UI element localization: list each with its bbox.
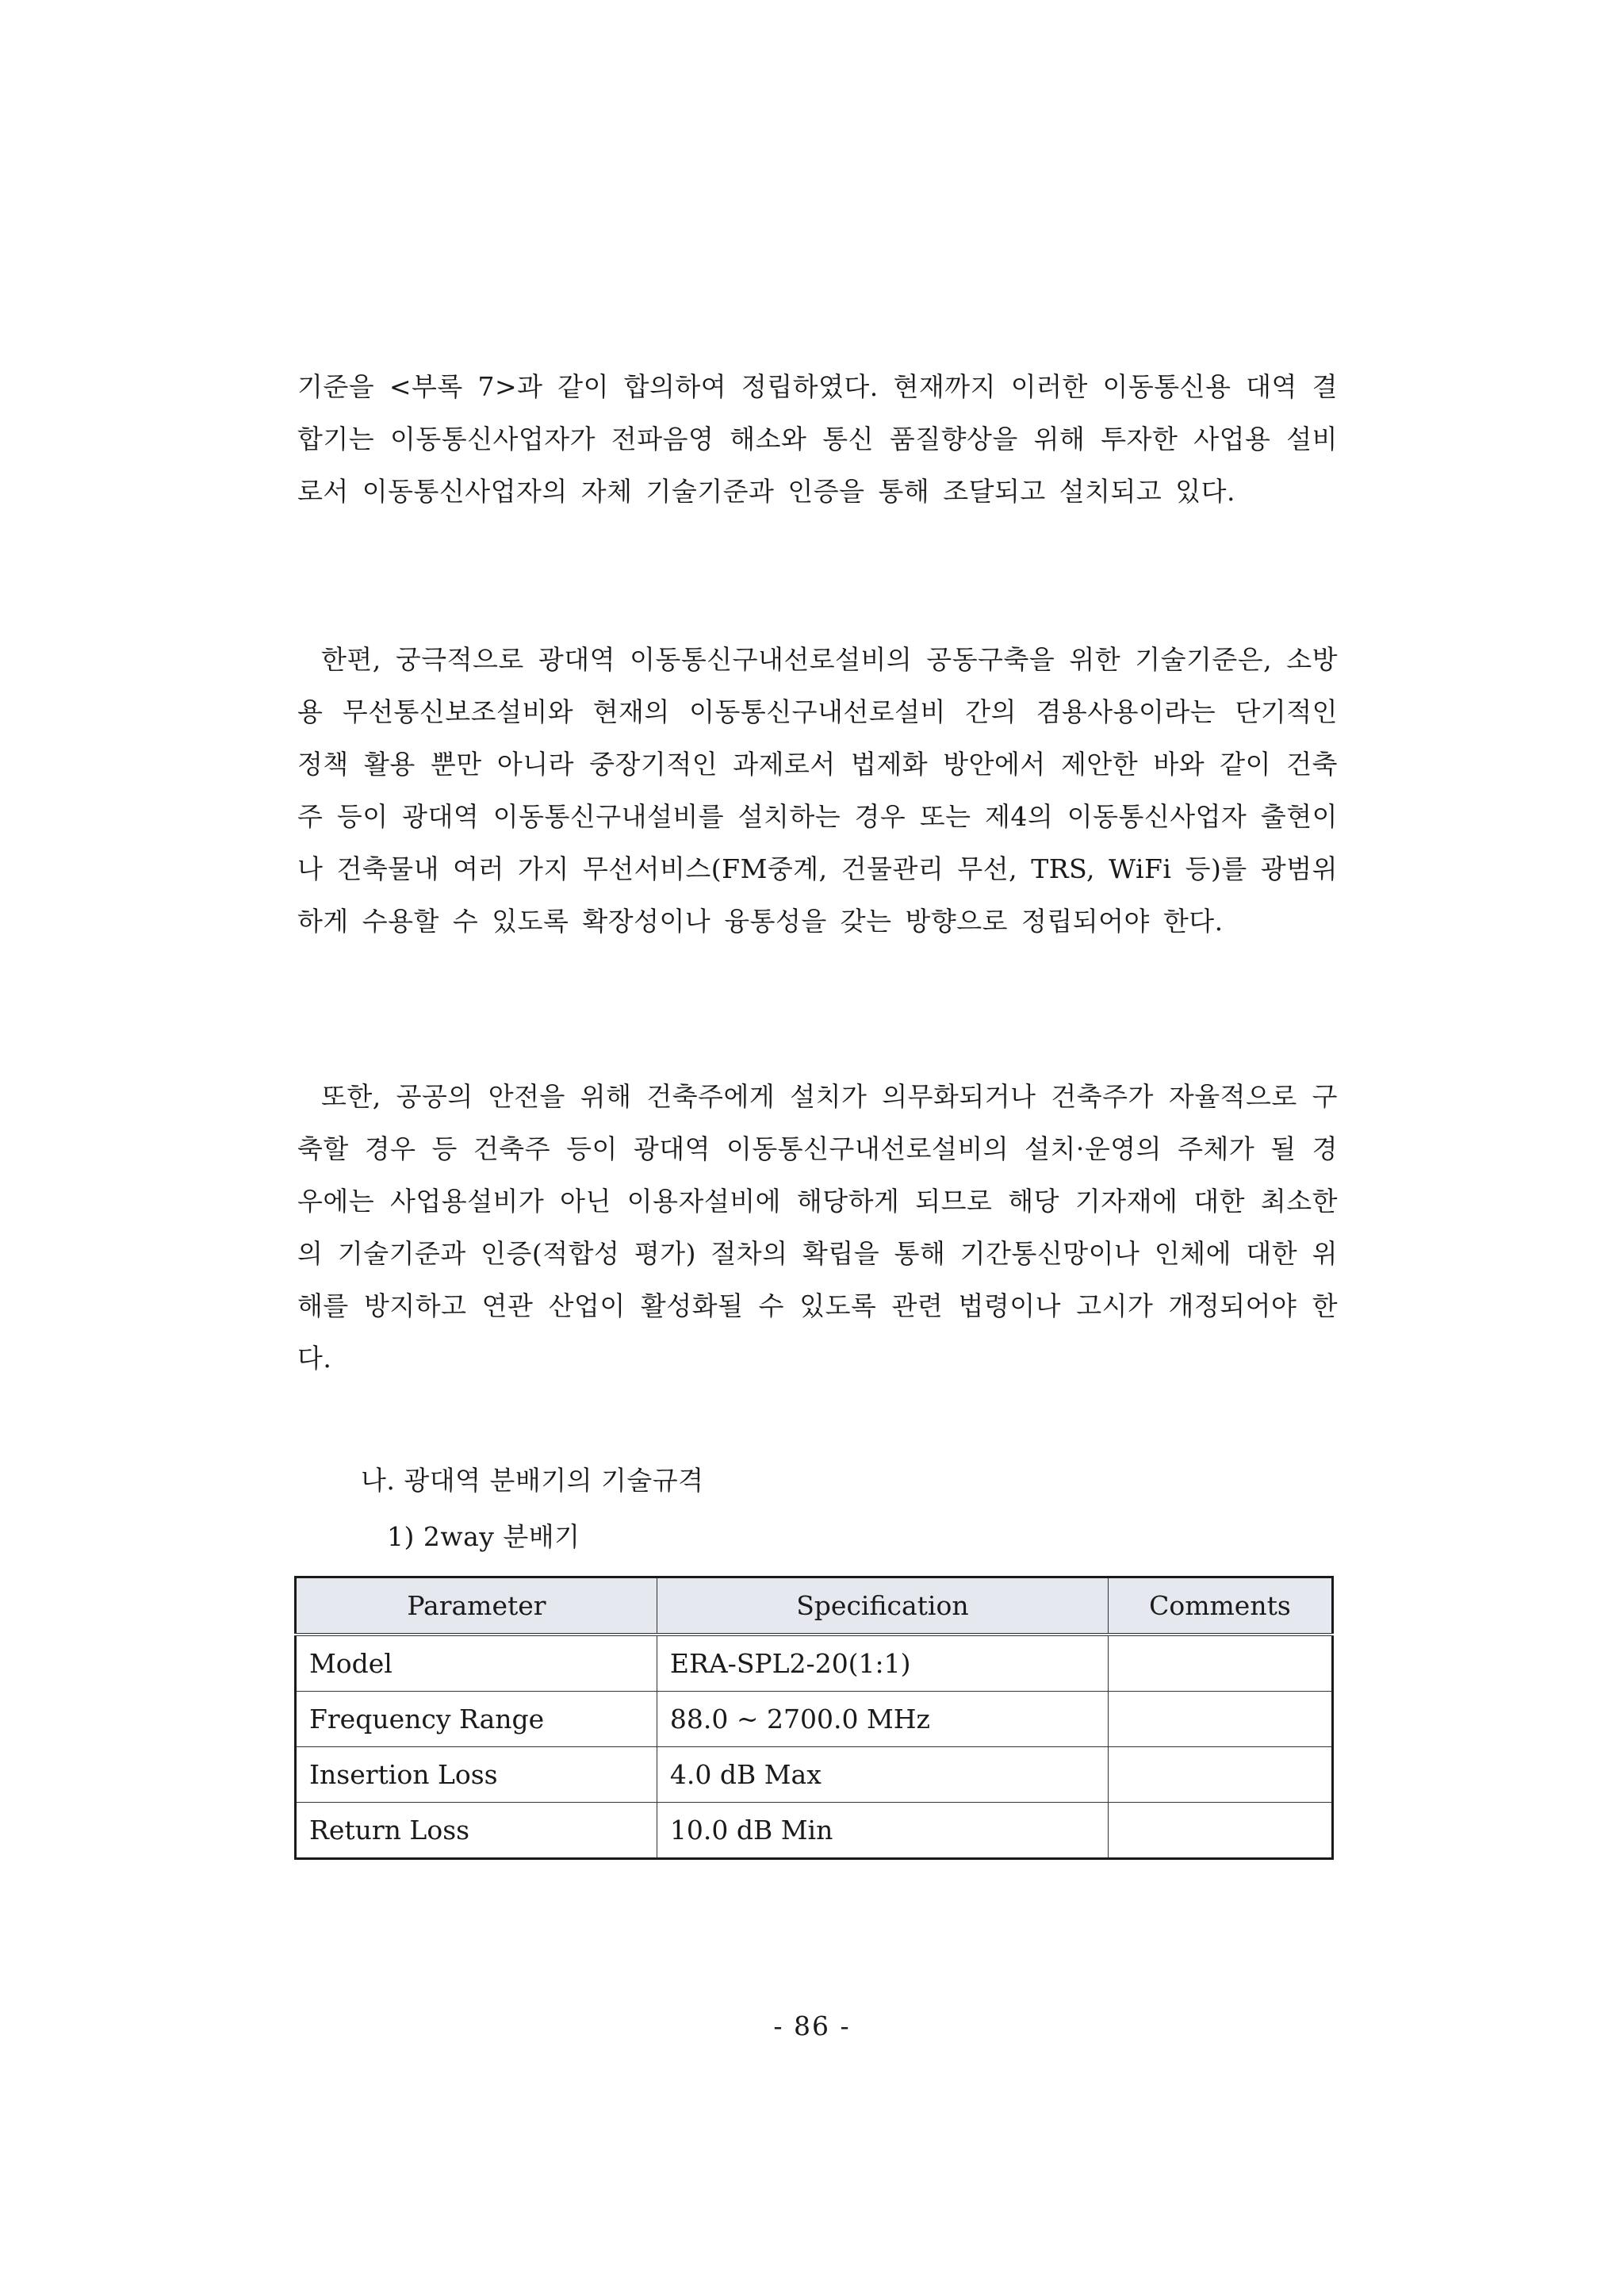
- column-header-specification: Specification: [657, 1577, 1108, 1635]
- parameter-cell: Model: [296, 1635, 657, 1692]
- paragraph-text: 기준을 <부록 7>과 같이 합의하여 정립하였다. 현재까지 이러한 이동통신용 대역 결합기는 이동통신사업자가 전파음영 해소와 통신 품질향상을 위해 투자한 사업용 설비로서 이동통신사업자의 자체 기술기준과 인증을 통해 조달되고 설치되고 있다.: [297, 371, 1338, 507]
- table-row: [296, 1635, 1333, 1692]
- table-row: [296, 1692, 1333, 1747]
- specification-cell: ERA-SPL2-20(1:1): [657, 1635, 1108, 1692]
- page-number: - 86 -: [773, 2010, 851, 2041]
- specification-cell: 4.0 dB Max: [657, 1747, 1108, 1803]
- comments-cell: [1108, 1692, 1332, 1747]
- specification-cell: 88.0 ~ 2700.0 MHz: [657, 1692, 1108, 1747]
- paragraph-text: 한편, 궁극적으로 광대역 이동통신구내선로설비의 공동구축을 위한 기술기준은, 소방용 무선통신보조설비와 현재의 이동통신구내선로설비 간의 겸용사용이라는 단기적인 정책 활용 뿐만 아니라 중장기적인 과제로서 법제화 방안에서 제안한 바와 같이 건축주 등이 광대역 이동통신구내설비를 설치하는 경우 또는 제4의 이동통신사업자 출현이나 건축물내 여러 가지 무선서비스(FM중계, 건물관리 무선, TRS, WiFi 등)를 광범위하게 수용할 수 있도록 확장성이나 융통성을 갖는 방향으로 정립되어야 한다.: [297, 644, 1338, 937]
- subsection-heading: 1) 2way 분배기: [387, 1521, 580, 1552]
- specification-cell: 10.0 dB Min: [657, 1803, 1108, 1859]
- body-paragraph-1: [297, 361, 1338, 518]
- table-row: [296, 1803, 1333, 1859]
- body-paragraph-3: [297, 1071, 1338, 1385]
- parameter-cell: Return Loss: [296, 1803, 657, 1859]
- comments-cell: [1108, 1747, 1332, 1803]
- parameter-cell: Insertion Loss: [296, 1747, 657, 1803]
- column-header-parameter: Parameter: [296, 1577, 657, 1635]
- table-header-row: [296, 1577, 1333, 1635]
- paragraph-text: 또한, 공공의 안전을 위해 건축주에게 설치가 의무화되거나 건축주가 자율적으로 구축할 경우 등 건축주 등이 광대역 이동통신구내선로설비의 설치·운영의 주체가 될 경우에는 사업용설비가 아닌 이용자설비에 해당하게 되므로 해당 기자재에 대한 최소한의 기술기준과 인증(적합성 평가) 절차의 확립을 통해 기간통신망이나 인체에 대한 위해를 방지하고 연관 산업이 활성화될 수 있도록 관련 법령이나 고시가 개정되어야 한다.: [297, 1081, 1338, 1374]
- table-row: [296, 1747, 1333, 1803]
- parameter-cell: Frequency Range: [296, 1692, 657, 1747]
- comments-cell: [1108, 1803, 1332, 1859]
- body-paragraph-2: [297, 634, 1338, 948]
- spec-table: [294, 1576, 1334, 1860]
- section-heading: 나. 광대역 분배기의 기술규격: [361, 1465, 704, 1496]
- column-header-comments: Comments: [1108, 1577, 1332, 1635]
- comments-cell: [1108, 1635, 1332, 1692]
